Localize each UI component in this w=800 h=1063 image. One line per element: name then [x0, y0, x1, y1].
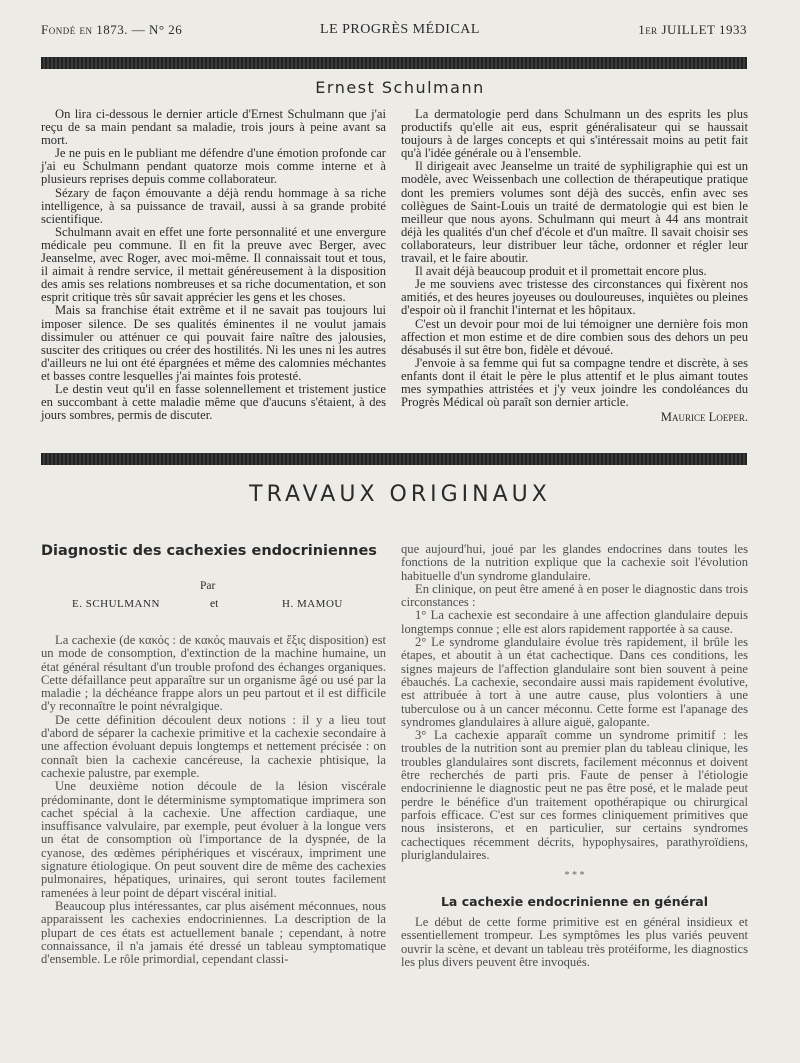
article-paragraph: que aujourd'hui, joué par les glandes endocrines dans toutes les fonctions de la nutrition explique que la cachexie soit l'évolution habituelle d'un syndrome glandulaire.: [401, 542, 748, 583]
obituary-paragraph: La dermatologie perd dans Schulmann un des esprits les plus productifs qu'elle ait eus, esprit généralisateur qui se haussait toujours à de larges concepts et qui s'intéressait moins au petit fait qu'à l'idée générale ou à l'ensemble.: [401, 107, 748, 161]
obituary-right-column: [401, 108, 748, 424]
article-paragraph: 3° La cachexie apparaît comme un syndrome primitif : les troubles de la nutrition sont au premier plan du tableau clinique, les troubles glandulaires sont discrets, facilement méconnus et doivent être recherchés de parti pris. Faute de penser à l'étiologie endocrinienne le diagnostic peut ne pas être posé, et le malade peut perdre le bénéfice d'un traitement opothérapique ou chirurgical parfois efficace. C'est sur ces formes cliniquement primitives que nous insisterons, et en particulier, sur certains syndromes cachectiques récemment décrits, hypophysaires, parathyroïdiens, pluriglandulaires.: [401, 728, 748, 862]
section-stars: * * *: [564, 870, 585, 881]
obituary-paragraph: Je me souviens avec tristesse des circonstances qui fixèrent nos amitiés, et des heures joyeuses ou douloureuses, inquiètes ou pleines d'espoir où il franchit l'internat et les hôpitaux.: [401, 277, 748, 318]
article-paragraph: 2° Le syndrome glandulaire évolue très rapidement, il brûle les étapes, et aboutit à un état cachectique. Dans ces conditions, les signes majeurs de l'affection glandulaire sont bien souvent à peine ébauchés. La cachexie, secondaire aussi mais rapidement évolutive, est attribuée à tort à une autre cause, plus volontiers à une tuberculose ou à un cancer méconnu. Cette forme est l'apanage des syndromes glandulaires à allure aiguë, galopante.: [401, 635, 748, 729]
obituary-paragraph: Il dirigeait avec Jeanselme un traité de syphiligraphie qui est un modèle, avec Weissenbach une collection de thérapeutique pratique dont les premiers volumes sont déjà des succès, enfin avec ses collègues de Saint-Louis un traité de dermatologie qui est bien le meilleur que nous ayons. Schulmann qui meurt à 44 ans montrait déjà les qualités d'un chef d'école et d'un maître. Il savait choisir ses collaborateurs, leur distribuer leur tâche, ordonner et régler leur travail, et le faire aboutir.: [401, 159, 748, 266]
subsection-title: La cachexie endocrinienne en général: [440, 894, 709, 909]
article-right-column: [401, 543, 748, 862]
article-author-1: E. SCHULMANN: [72, 598, 160, 610]
article-paragraph: Une deuxième notion découle de la lésion viscérale prédominante, dont le déterminisme symptomatique imprimera son cachet spécial à la cachexie. Une affection cardiaque, une insuffisance valvulaire, par exemple, peut évoluer à la longue vers un état de consomption où l'importance de la dyspnée, de la cyanose, des œdèmes périphériques et viscéraux, impriment une signature étiologique. On peut souvent dire de même des cachexies pulmonaires, hépatiques, urinaires, qui seront toutes facilement ramenées à leur point de départ viscéral initial.: [41, 779, 386, 900]
article-paragraph: Beaucoup plus intéressantes, car plus aisément méconnues, nous apparaissent les cachexies endocriniennes. La description de la plupart de ces états est actuellement banale ; cependant, à notre connaissance, il n'a jamais été dressé un tableau symptomatique d'ensemble. Le rôle primordial, cependant classi-: [41, 898, 386, 967]
article-paragraph: 1° La cachexie est secondaire à une affection glandulaire depuis longtemps connue ; elle est alors rapidement rapportée à sa cause.: [401, 608, 748, 636]
article-author-conjunction: et: [210, 598, 219, 610]
obituary-paragraph: Je ne puis en le publiant me défendre d'une émotion profonde car j'ai eu Schulmann pendant quatorze mois comme interne et à plusieurs reprises depuis comme collaborateur.: [41, 146, 386, 187]
article-left-column: [41, 634, 386, 966]
obituary-left-column: [41, 108, 386, 422]
article-paragraph: La cachexie (de κακός : de κακός mauvais et ἕξις disposition) est un mode de consomption, d'extinction de la machine humaine, un état général résultant d'un trouble profond des échanges organiques. Cette défaillance peut apparaître sur un organisme âgé ou usé par la maladie ; la déchéance frappe alors un peu partout et il est difficile d'y reconnaître le point névralgique.: [41, 633, 386, 714]
subsection-body: [401, 916, 748, 969]
journal-title: LE PROGRÈS MÉDICAL: [320, 22, 480, 37]
obituary-signature: Maurice Loeper.: [660, 410, 748, 425]
article-title: Diagnostic des cachexies endocriniennes: [41, 543, 377, 559]
article-par-label: Par: [200, 580, 216, 592]
section-title: TRAVAUX ORIGINAUX: [249, 482, 551, 507]
obituary-paragraph: On lira ci-dessous le dernier article d'Ernest Schulmann que j'ai reçu de sa main pendant sa maladie, trois jours à peine avant sa mort.: [41, 107, 386, 148]
article-paragraph: En clinique, on peut être amené à en poser le diagnostic dans trois circonstances :: [401, 581, 748, 610]
article-paragraph: De cette définition découlent deux notions : il y a lieu tout d'abord de séparer la cachexie primitive et la cachexie secondaire à une affection évoluant depuis longtemps et nettement précisée : on connaît bien la cachexie cancéreuse, la cachexie phtisique, la cachexie palustre, par exemple.: [41, 712, 386, 780]
journal-founding-info: Fondé en 1873. — N° 26: [41, 22, 183, 37]
obituary-title: Ernest Schulmann: [315, 78, 485, 97]
obituary-paragraph: Sézary de façon émouvante a déjà rendu hommage à sa riche intelligence, à sa puissance de travail, aussi à sa grande probité scientifique.: [41, 185, 386, 226]
obituary-paragraph: C'est un devoir pour moi de lui témoigner une dernière fois mon affection et mon estime et de dire combien sous des dehors un peu désabusés il sut être bon, fidèle et dévoué.: [401, 316, 748, 357]
top-divider-band: [41, 57, 747, 69]
obituary-paragraph: Schulmann avait en effet une forte personnalité et une envergure médicale peu commune. Il en fit la preuve avec Berger, avec Jeanselme, avec Roger, avec moi-même. Il connaissait tout et tous, il aimait à rendre service, il mettait généreusement à la disposition des amis ses relations nombreuses et sa riche documentation, et son esprit critique très sûr savait apprécier les gens et les choses.: [41, 224, 386, 305]
issue-date: 1er JUILLET 1933: [638, 22, 747, 37]
article-author-2: H. MAMOU: [282, 598, 343, 610]
obituary-paragraph: Le destin veut qu'il en fasse solennellement et tristement justice en succombant à cette maladie même que d'aucuns s'étaient, à des jours sombres, permis de discuter.: [41, 381, 386, 423]
obituary-paragraph: J'envoie à sa femme qui fut sa compagne tendre et discrète, à ses enfants dont il était le père le plus attentif et le plus aimant toutes mes sympathies attristées et j'y veux joindre les condoléances du Progrès Médical où paraît son dernier article.: [401, 355, 748, 410]
obituary-paragraph: Il avait déjà beaucoup produit et il promettait encore plus.: [415, 264, 707, 279]
obituary-paragraph: Mais sa franchise était extrême et il ne savait pas toujours lui imposer silence. De ses qualités éminentes il ne voulut jamais dissimuler ou atténuer ce qui pouvait faire naître des jalousies, susciter des critiques ou créer des hostilités. Ni les unes ni les autres d'ailleurs ne lui ont été épargnées et même des calomnies méchantes et basses contre lesquelles j'ai maintes fois protesté.: [41, 303, 386, 383]
middle-divider-band: [41, 453, 747, 465]
article-paragraph: Le début de cette forme primitive est en général insidieux et essentiellement trompeur. Les symptômes les plus variés peuvent ouvrir la scène, et devant un tableau très protéiforme, les diagnostics les plus divers peuvent être invoqués.: [401, 915, 748, 969]
